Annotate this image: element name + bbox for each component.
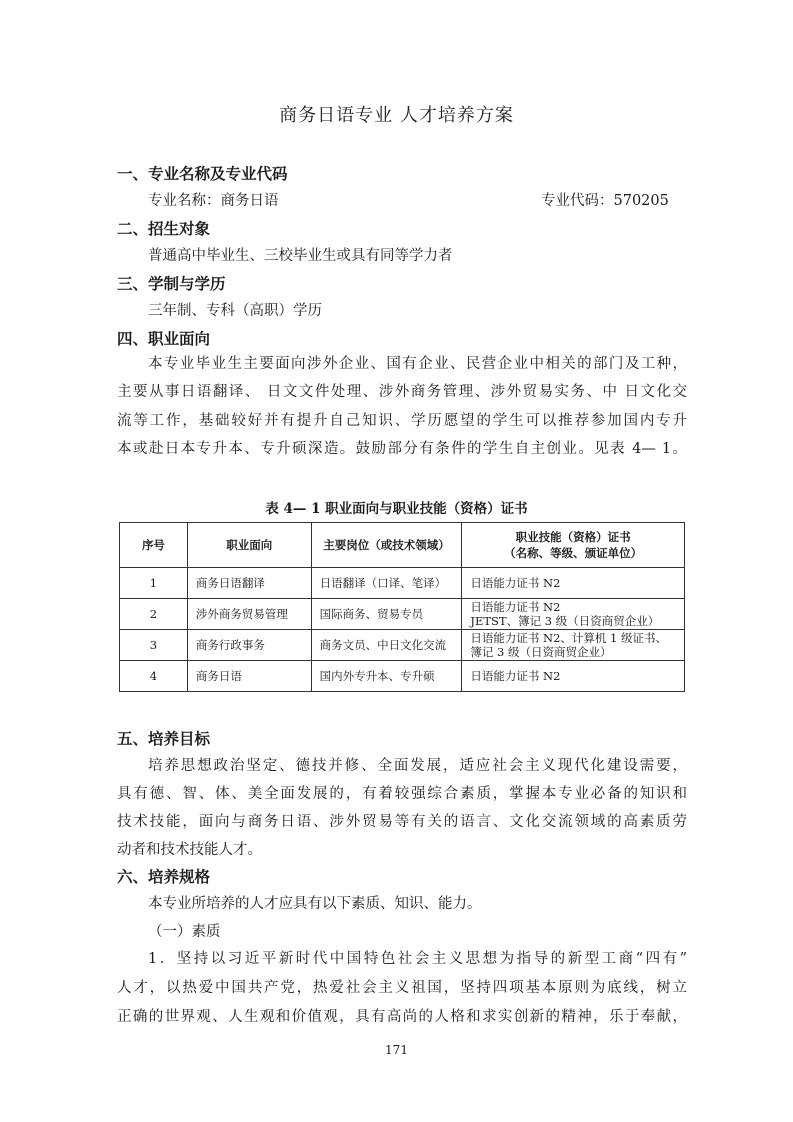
cell-cert [462,661,685,692]
cell-field: 商务日语翻译 [187,568,311,599]
cell-field: 商务日语 [187,661,311,692]
education-system: 三年制、专科（高职）学历 [148,303,322,319]
table-row [120,599,685,630]
cell-post: 国际商务、贸易专员 [311,599,462,630]
paragraph-line: 人才，以热爱中国共产党，热爱社会主义祖国，坚持四项基本原则为底线，树立 [117,980,687,996]
major-name: 专业名称：商务日语 [148,193,279,209]
paragraph-line: 流等工作，基础较好并有提升自己知识、学历愿望的学生可以推荐参加国内专升 [117,413,687,429]
page-title: 商务日语专业 人才培养方案 [279,105,514,126]
cell-post: 商务文员、中日文化交流 [311,630,462,661]
cert-line: 日语能力证书 N2 [470,669,561,683]
header-post: 主要岗位（或技术领域） [311,523,462,568]
section-6-heading: 六、培养规格 [117,868,211,886]
paragraph-line: 主要从事日语翻译、 日文文件处理、涉外商务管理、涉外贸易实务、中 日文化交 [117,384,687,400]
cert-line: 日语能力证书 N2、计算机 1 级证书、 [470,631,668,645]
header-cert-line2: （名称、等级、颁证单位） [504,546,643,560]
cell-post: 日语翻译（口译、笔译） [311,568,462,599]
table-row [120,630,685,661]
section-2-heading: 二、招生对象 [117,220,211,238]
table-row [120,568,685,599]
page-number: 171 [385,1043,408,1057]
section-1-heading: 一、专业名称及专业代码 [117,165,288,183]
cell-no: 3 [120,630,188,661]
cell-no: 4 [120,661,188,692]
cell-field: 商务行政事务 [187,630,311,661]
paragraph-line: 本或赴日本专升本、专升硕深造。鼓励部分有条件的学生自主创业。见表 4— 1。 [117,441,687,457]
cell-field: 涉外商务贸易管理 [187,599,311,630]
major-code: 专业代码：570205 [541,193,669,209]
header-no: 序号 [120,523,188,568]
paragraph-line: 1．坚持以习近平新时代中国特色社会主义思想为指导的新型工商“四有” [148,951,687,967]
paragraph-line: 动者和技术技能人才。 [117,842,262,858]
cell-cert [462,630,685,661]
cell-no: 1 [120,568,188,599]
cert-line: 簿记 3 级（日资商贸企业） [470,645,612,659]
header-field: 职业面向 [187,523,311,568]
cert-line: 日语能力证书 N2 [470,600,561,614]
table-row [120,661,685,692]
cell-cert [462,599,685,630]
cell-post: 国内外专升本、专升硕 [311,661,462,692]
subsection-heading: （一）素质 [148,924,221,940]
header-cert [462,523,685,568]
enrollment-target: 普通高中毕业生、三校毕业生或具有同等学力者 [148,248,453,264]
paragraph-line: 正确的世界观、人生观和价值观，具有高尚的人格和求实创新的精神，乐于奉献， [117,1009,687,1025]
paragraph-line: 技术技能，面向与商务日语、涉外贸易等有关的语言、文化交流领域的高素质劳 [117,814,687,830]
paragraph-line: 本专业所培养的人才应具有以下素质、知识、能力。 [148,896,482,912]
section-3-heading: 三、学制与学历 [117,275,226,293]
cell-cert [462,568,685,599]
cert-line: 日语能力证书 N2 [470,576,561,590]
table-header-row [120,523,685,568]
paragraph-line: 具有德、智、体、美全面发展的，有着较强综合素质，掌握本专业必备的知识和 [117,786,687,802]
section-5-heading: 五、培养目标 [117,730,211,748]
table-caption: 表 4— 1 职业面向与职业技能（资格）证书 [265,501,528,517]
career-table [119,522,685,692]
paragraph-line: 本专业毕业生主要面向涉外企业、国有企业、民营企业中相关的部门及工种， [148,356,687,372]
section-4-heading: 四、职业面向 [117,330,211,348]
header-cert-line1: 职业技能（资格）证书 [515,530,631,544]
cell-no: 2 [120,599,188,630]
cert-line: JETST、簿记 3 级（日资商贸企业） [470,614,660,628]
paragraph-line: 培养思想政治坚定、德技并修、全面发展，适应社会主义现代化建设需要， [148,758,687,774]
